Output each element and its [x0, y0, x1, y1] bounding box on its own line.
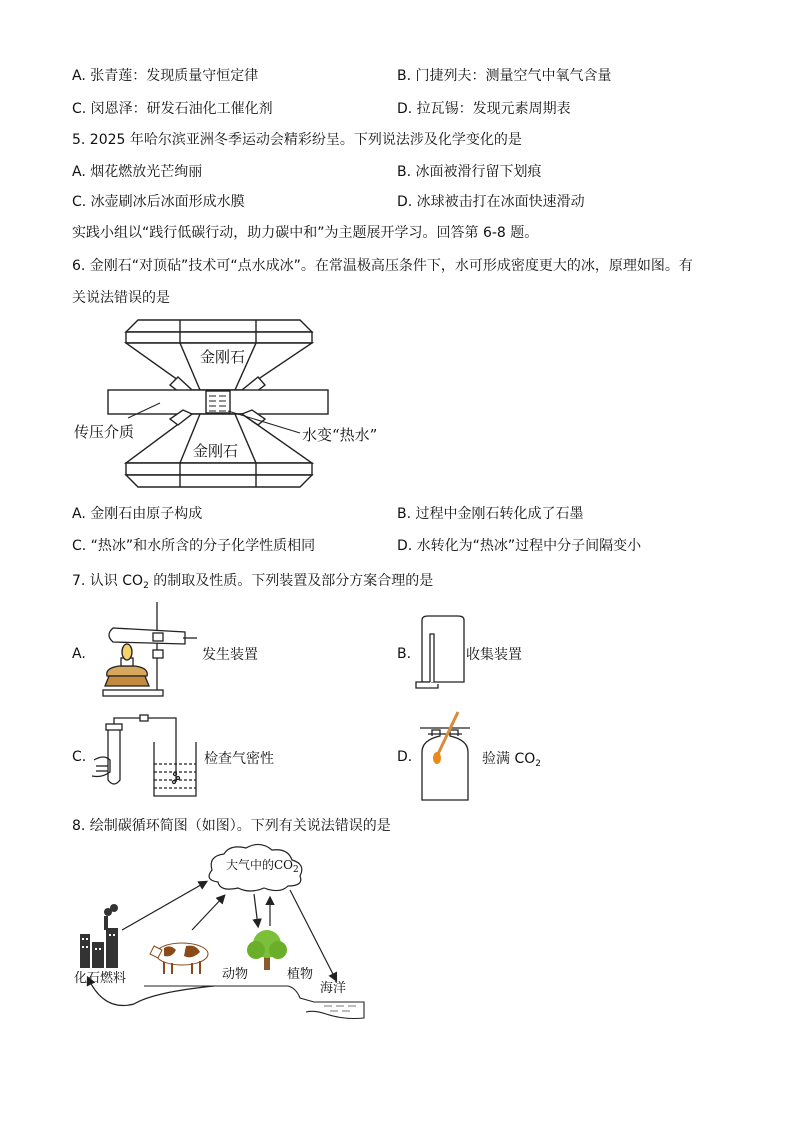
pressure-medium-label: 传压介质 [74, 423, 135, 441]
q5-option-a: A. 烟花燃放光芒绚丽 [72, 164, 203, 180]
q7-a-letter: A. [72, 646, 86, 662]
q5-stem: 5. 2025 年哈尔滨亚洲冬季运动会精彩纷呈。下列说法涉及化学变化的是 [72, 132, 522, 148]
top-diamond-label: 金刚石 [200, 348, 246, 366]
fossil-fuel-label: 化石燃料 [74, 971, 127, 986]
gas-collection-apparatus-figure [412, 612, 472, 692]
q7-c-letter: C. [72, 749, 87, 765]
q4-option-d: D. 拉瓦锡：发现元素周期表 [397, 101, 571, 117]
q6-stem-line2: 关说法错误的是 [72, 290, 170, 306]
q8-stem: 8. 绘制碳循环简图（如图）。下列有关说法错误的是 [72, 818, 391, 834]
plant-label: 植物 [287, 967, 314, 982]
q6-option-b: B. 过程中金刚石转化成了石墨 [397, 506, 584, 522]
hot-water-label: 水变“热水” [302, 426, 378, 444]
q5-option-d: D. 冰球被击打在冰面快速滑动 [397, 194, 585, 210]
q5-option-c: C. 冰壶刷冰后冰面形成水膜 [72, 194, 245, 210]
q6-option-d: D. 水转化为“热冰”过程中分子间隔变小 [397, 538, 642, 554]
diamond-anvil-figure [70, 315, 410, 495]
q6-option-a: A. 金刚石由原子构成 [72, 506, 203, 522]
q4-option-b: B. 门捷列夫：测量空气中氧气含量 [397, 68, 612, 84]
section-intro: 实践小组以“践行低碳行动，助力碳中和”为主题展开学习。回答第 6-8 题。 [72, 225, 539, 241]
q7-d-label: 验满 $CO_2$ [482, 751, 541, 769]
q7-c-label: 检查气密性 [204, 751, 274, 767]
bottom-diamond-label: 金刚石 [193, 442, 239, 460]
gas-generation-apparatus-figure [95, 600, 205, 700]
q7-stem: 7. 认识 $CO_2$ 的制取及性质。下列装置及部分方案合理的是 [72, 573, 434, 591]
animal-label: 动物 [222, 967, 249, 982]
q6-option-c: C. “热冰”和水所含的分子化学性质相同 [72, 538, 316, 554]
q7-d-letter: D. [397, 749, 413, 765]
q6-stem-line1: 6. 金刚石“对顶砧”技术可“点水成冰”。在常温极高压条件下，水可形成密度更大的冰，原理如图。有 [72, 258, 693, 274]
airtightness-check-figure [88, 712, 208, 802]
q4-option-c: C. 闵恩泽：研发石油化工催化剂 [72, 101, 273, 117]
q7-b-label: 收集装置 [466, 647, 522, 663]
ocean-label: 海洋 [320, 981, 347, 996]
q4-option-a: A. 张青莲：发现质量守恒定律 [72, 68, 259, 84]
q7-a-label: 发生装置 [202, 647, 258, 663]
q5-option-b: B. 冰面被滑行留下划痕 [397, 164, 542, 180]
atmosphere-co2-label: 大气中的$CO_2$ [226, 858, 299, 875]
q7-b-letter: B. [397, 646, 412, 662]
co2-full-check-figure [418, 710, 480, 804]
